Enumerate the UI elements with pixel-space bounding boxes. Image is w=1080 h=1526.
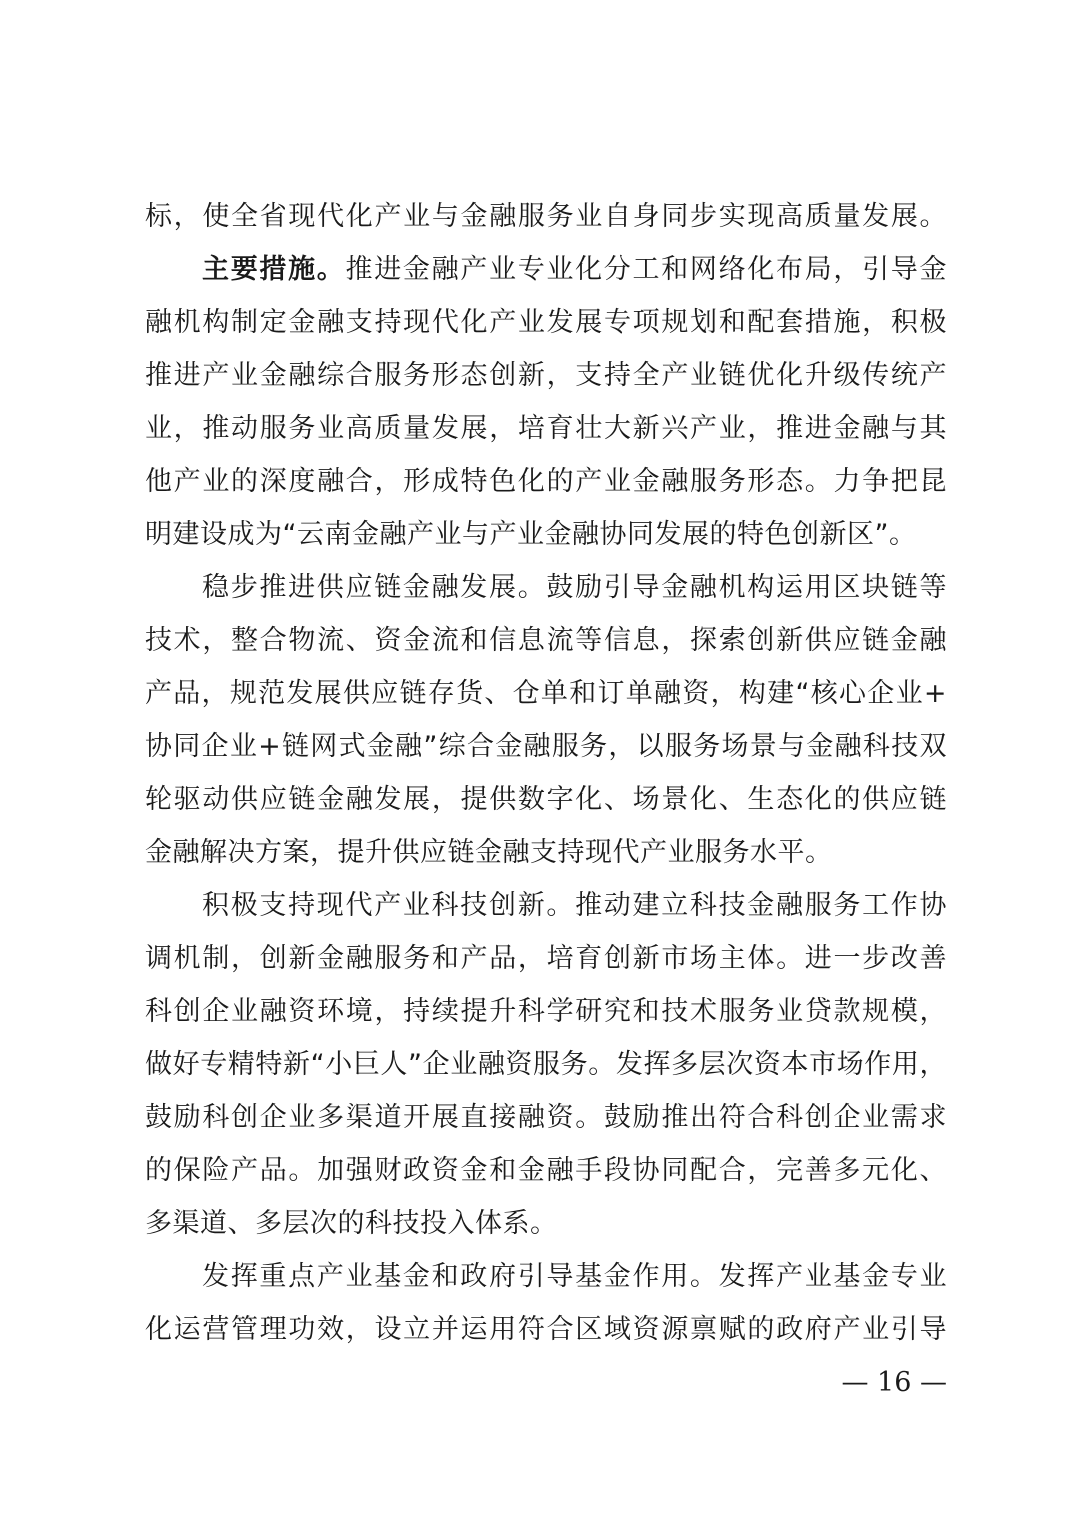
text-line <box>145 243 947 296</box>
text-line: 技术，整合物流、资金流和信息流等信息，探索创新供应链金融 <box>145 625 947 656</box>
text-line: 的保险产品。加强财政资金和金融手段协同配合，完善多元化、 <box>145 1155 947 1186</box>
page-number: — 16 — <box>841 1367 947 1398</box>
measures-heading: 主要措施。 <box>202 254 346 285</box>
text-line: 融机构制定金融支持现代化产业发展专项规划和配套措施，积极 <box>145 307 947 338</box>
body-text <box>145 190 947 1356</box>
text-line: 积极支持现代产业科技创新。推动建立科技金融服务工作协 <box>202 890 947 921</box>
text-line: 推进产业金融综合服务形态创新，支持全产业链优化升级传统产 <box>145 360 947 391</box>
text-line: 化运营管理功效，设立并运用符合区域资源禀赋的政府产业引导 <box>145 1314 947 1345</box>
text-line: 明建设成为“云南金融产业与产业金融协同发展的特色创新区”。 <box>145 519 917 550</box>
text-line: 鼓励科创企业多渠道开展直接融资。鼓励推出符合科创企业需求 <box>145 1102 947 1133</box>
text-line: 金融解决方案，提升供应链金融支持现代产业服务水平。 <box>145 837 833 868</box>
text-line: 业，推动服务业高质量发展，培育壮大新兴产业，推进金融与其 <box>145 413 947 444</box>
text-line: 稳步推进供应链金融发展。鼓励引导金融机构运用区块链等 <box>202 572 947 603</box>
text-line: 轮驱动供应链金融发展，提供数字化、场景化、生态化的供应链 <box>145 784 947 815</box>
text-line: 做好专精特新“小巨人”企业融资服务。发挥多层次资本市场作用， <box>145 1049 947 1080</box>
text-line: 标，使全省现代化产业与金融服务业自身同步实现高质量发展。 <box>145 201 947 232</box>
measures-text: 推进金融产业专业化分工和网络化布局，引导金 <box>345 254 947 285</box>
text-line: 发挥重点产业基金和政府引导基金作用。发挥产业基金专业 <box>202 1261 947 1292</box>
text-line: 产品，规范发展供应链存货、仓单和订单融资，构建“核心企业+ <box>145 678 947 709</box>
text-line: 协同企业+链网式金融”综合金融服务，以服务场景与金融科技双 <box>145 731 947 762</box>
text-line: 科创企业融资环境，持续提升科学研究和技术服务业贷款规模， <box>145 996 947 1027</box>
text-line: 他产业的深度融合，形成特色化的产业金融服务形态。力争把昆 <box>145 466 947 497</box>
text-line: 调机制，创新金融服务和产品，培育创新市场主体。进一步改善 <box>145 943 947 974</box>
text-line: 多渠道、多层次的科技投入体系。 <box>145 1208 558 1239</box>
